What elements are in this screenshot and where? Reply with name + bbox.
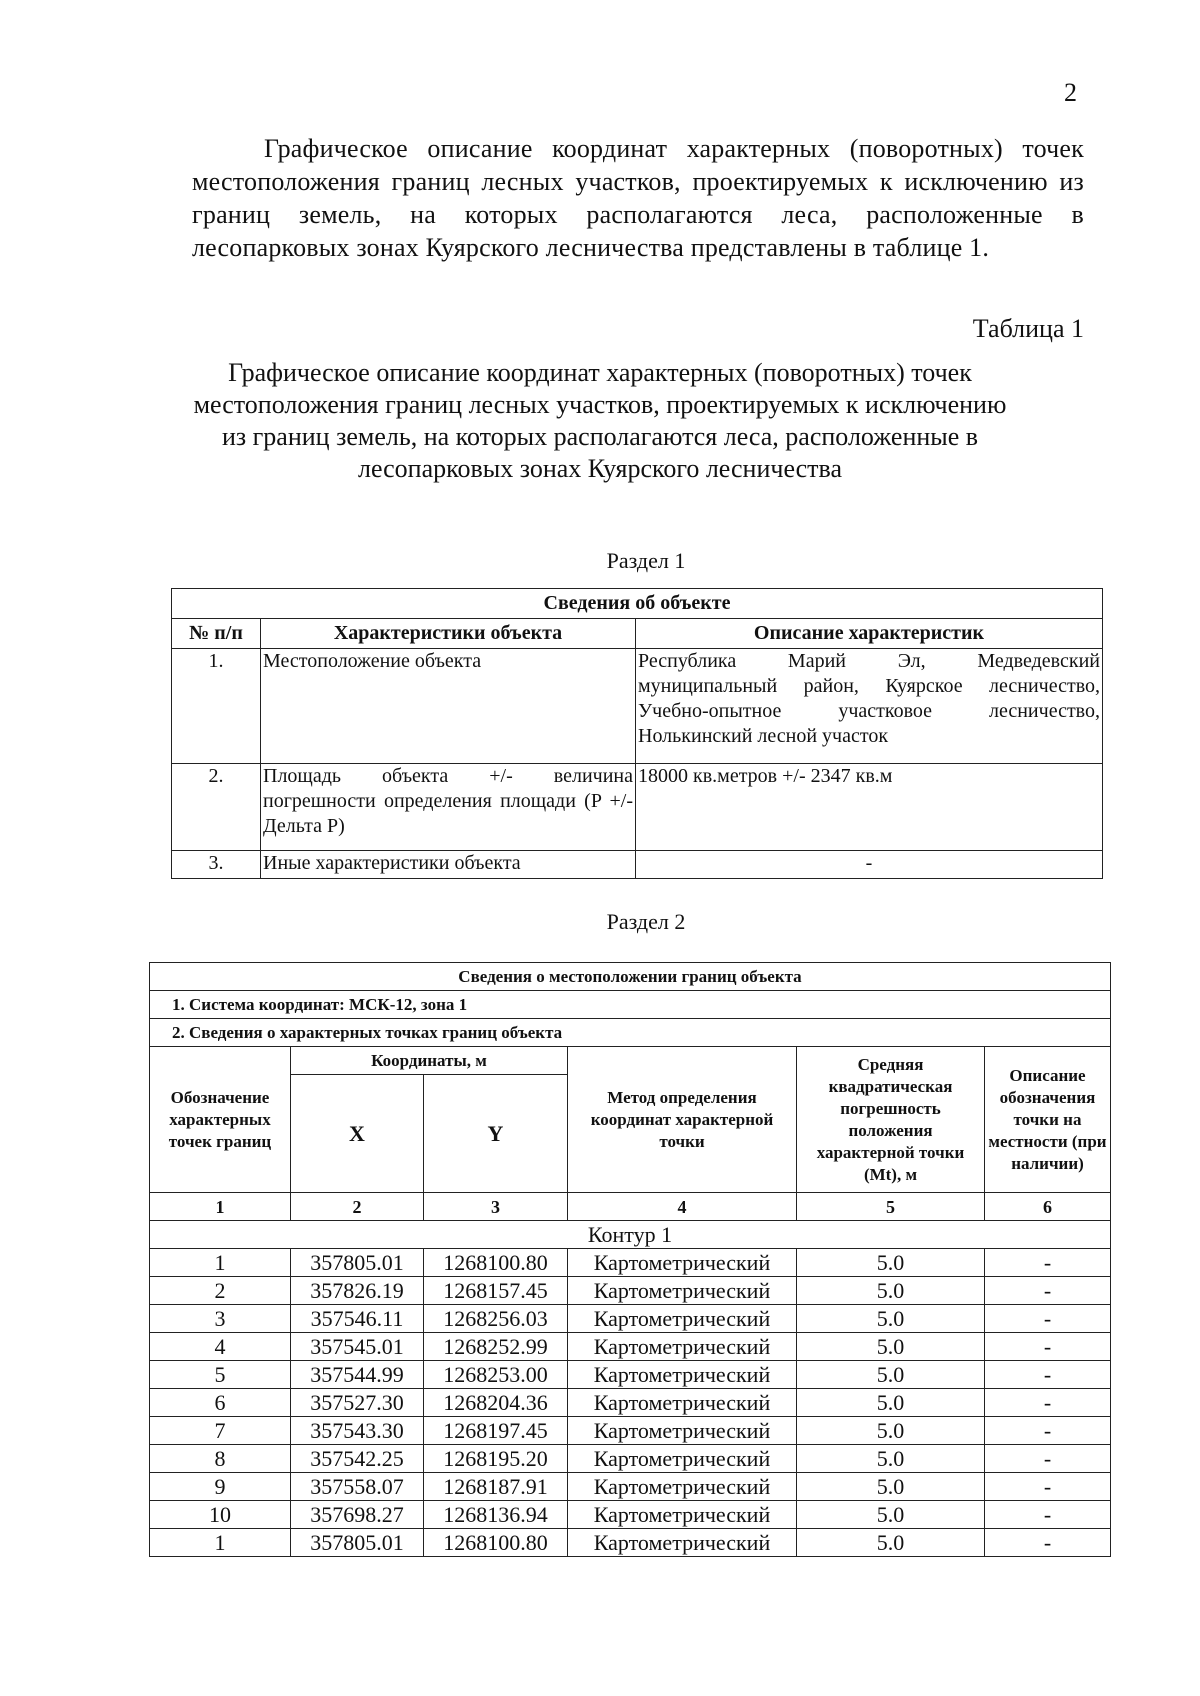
col-number: 5 xyxy=(797,1193,985,1221)
coord-y: 1268252.99 xyxy=(424,1333,568,1361)
coord-y: 1268197.45 xyxy=(424,1417,568,1445)
point-id: 9 xyxy=(150,1473,291,1501)
point-id: 1 xyxy=(150,1529,291,1557)
col-number: 3 xyxy=(424,1193,568,1221)
table-row xyxy=(150,1473,1111,1501)
error: 5.0 xyxy=(797,1389,985,1417)
method: Картометрический xyxy=(568,1529,797,1557)
coord-x: 357527.30 xyxy=(291,1389,424,1417)
col-number: 6 xyxy=(985,1193,1111,1221)
coord-y: 1268253.00 xyxy=(424,1361,568,1389)
table-title: Графическое описание координат характерных (поворотных) точек местоположения границ лесных участков, проектируемых к исключению из границ земель, на которых располагаются леса, расположенные в лесопарковых зонах Куярского лесничества xyxy=(193,358,1007,483)
error: 5.0 xyxy=(797,1417,985,1445)
col-x-header: X xyxy=(291,1075,424,1193)
coord-x: 357558.07 xyxy=(291,1473,424,1501)
coord-x: 357542.25 xyxy=(291,1445,424,1473)
points-header: 2. Сведения о характерных точках границ объекта xyxy=(150,1019,1111,1047)
table-row xyxy=(172,764,1103,851)
point-id: 3 xyxy=(150,1305,291,1333)
coord-x: 357805.01 xyxy=(291,1529,424,1557)
col-method-header: Метод определения координат характерной точки xyxy=(568,1047,797,1193)
point-desc: - xyxy=(985,1417,1111,1445)
col-error-header: Средняя квадратическая погрешность положения характерной точки (Mt), м xyxy=(797,1047,985,1193)
column-header-row xyxy=(172,619,1103,649)
object-info-table xyxy=(171,588,1103,879)
coord-x: 357546.11 xyxy=(291,1305,424,1333)
coord-x: 357698.27 xyxy=(291,1501,424,1529)
table-row xyxy=(150,1389,1111,1417)
row-desc: 18000 кв.метров +/- 2347 кв.м xyxy=(636,764,1103,851)
object-info-header: Сведения об объекте xyxy=(172,589,1103,619)
point-id: 2 xyxy=(150,1277,291,1305)
table-row xyxy=(150,1417,1111,1445)
coord-y: 1268204.36 xyxy=(424,1389,568,1417)
coord-y: 1268187.91 xyxy=(424,1473,568,1501)
error: 5.0 xyxy=(797,1473,985,1501)
method: Картометрический xyxy=(568,1473,797,1501)
coord-x: 357544.99 xyxy=(291,1361,424,1389)
column-number-row xyxy=(150,1193,1111,1221)
row-char: Местоположение объекта xyxy=(261,649,636,764)
table-row xyxy=(150,1361,1111,1389)
point-desc: - xyxy=(985,1361,1111,1389)
page-number: 2 xyxy=(1064,78,1077,107)
table-row xyxy=(150,1333,1111,1361)
row-num: 2. xyxy=(172,764,261,851)
col-coords-header: Координаты, м xyxy=(291,1047,568,1075)
col-desc-header: Описание обозначения точки на местности (при наличии) xyxy=(985,1047,1111,1193)
table-row xyxy=(150,1529,1111,1557)
error: 5.0 xyxy=(797,1361,985,1389)
row-char: Площадь объекта +/- величина погрешности определения площади (P +/-Дельта P) xyxy=(261,764,636,851)
col-char-header: Характеристики объекта xyxy=(261,619,636,649)
table-row xyxy=(150,1249,1111,1277)
coord-system: 1. Система координат: МСК-12, зона 1 xyxy=(150,991,1111,1019)
table-row xyxy=(150,1305,1111,1333)
method: Картометрический xyxy=(568,1333,797,1361)
point-id: 1 xyxy=(150,1249,291,1277)
row-num: 3. xyxy=(172,851,261,879)
method: Картометрический xyxy=(568,1501,797,1529)
table-row xyxy=(150,1277,1111,1305)
boundary-header: Сведения о местоположении границ объекта xyxy=(150,963,1111,991)
method: Картометрический xyxy=(568,1445,797,1473)
coord-x: 357805.01 xyxy=(291,1249,424,1277)
coord-y: 1268256.03 xyxy=(424,1305,568,1333)
error: 5.0 xyxy=(797,1333,985,1361)
error: 5.0 xyxy=(797,1529,985,1557)
point-desc: - xyxy=(985,1249,1111,1277)
table-row xyxy=(172,851,1103,879)
section2-label: Раздел 2 xyxy=(606,909,686,934)
point-desc: - xyxy=(985,1473,1111,1501)
column-header-row xyxy=(150,1047,1111,1075)
method: Картометрический xyxy=(568,1417,797,1445)
point-id: 4 xyxy=(150,1333,291,1361)
points-header-row xyxy=(150,1019,1111,1047)
row-num: 1. xyxy=(172,649,261,764)
col-num-header: № п/п xyxy=(172,619,261,649)
coord-x: 357826.19 xyxy=(291,1277,424,1305)
row-desc: - xyxy=(636,851,1103,879)
coord-system-row xyxy=(150,991,1111,1019)
coord-y: 1268195.20 xyxy=(424,1445,568,1473)
point-desc: - xyxy=(985,1277,1111,1305)
method: Картометрический xyxy=(568,1389,797,1417)
col-y-header: Y xyxy=(424,1075,568,1193)
table-label: Таблица 1 xyxy=(972,314,1084,343)
table-row xyxy=(150,1445,1111,1473)
method: Картометрический xyxy=(568,1249,797,1277)
point-desc: - xyxy=(985,1305,1111,1333)
error: 5.0 xyxy=(797,1277,985,1305)
point-id: 5 xyxy=(150,1361,291,1389)
table-header-row xyxy=(150,963,1111,991)
contour-label: Контур 1 xyxy=(150,1221,1111,1249)
row-char: Иные характеристики объекта xyxy=(261,851,636,879)
section1-label: Раздел 1 xyxy=(606,548,686,573)
point-desc: - xyxy=(985,1389,1111,1417)
coord-x: 357543.30 xyxy=(291,1417,424,1445)
point-id: 6 xyxy=(150,1389,291,1417)
col-number: 1 xyxy=(150,1193,291,1221)
point-desc: - xyxy=(985,1333,1111,1361)
points-body xyxy=(150,1249,1111,1557)
method: Картометрический xyxy=(568,1361,797,1389)
row-desc: Республика Марий Эл, Медведевский муниципальный район, Куярское лесничество, Учебно-опытное участковое лесничество, Нолькинский лесной участок xyxy=(636,649,1103,764)
table-row xyxy=(150,1501,1111,1529)
boundary-points-table xyxy=(149,962,1111,1557)
point-desc: - xyxy=(985,1529,1111,1557)
col-point-header: Обозначение характерных точек границ xyxy=(150,1047,291,1193)
point-desc: - xyxy=(985,1445,1111,1473)
point-desc: - xyxy=(985,1501,1111,1529)
table-header-row xyxy=(172,589,1103,619)
col-desc-header: Описание характеристик xyxy=(636,619,1103,649)
table-row xyxy=(172,649,1103,764)
point-id: 7 xyxy=(150,1417,291,1445)
col-number: 4 xyxy=(568,1193,797,1221)
contour-row xyxy=(150,1221,1111,1249)
coord-y: 1268136.94 xyxy=(424,1501,568,1529)
point-id: 8 xyxy=(150,1445,291,1473)
error: 5.0 xyxy=(797,1249,985,1277)
point-id: 10 xyxy=(150,1501,291,1529)
intro-paragraph: Графическое описание координат характерных (поворотных) точек местоположения границ лесных участков, проектируемых к исключению из границ земель, на которых располагаются леса, расположенные в лесопарковых зонах Куярского лесничества представлены в таблице 1. xyxy=(192,134,1084,262)
error: 5.0 xyxy=(797,1305,985,1333)
error: 5.0 xyxy=(797,1445,985,1473)
col-number: 2 xyxy=(291,1193,424,1221)
coord-y: 1268157.45 xyxy=(424,1277,568,1305)
method: Картометрический xyxy=(568,1277,797,1305)
error: 5.0 xyxy=(797,1501,985,1529)
coord-y: 1268100.80 xyxy=(424,1529,568,1557)
coord-y: 1268100.80 xyxy=(424,1249,568,1277)
method: Картометрический xyxy=(568,1305,797,1333)
coord-x: 357545.01 xyxy=(291,1333,424,1361)
